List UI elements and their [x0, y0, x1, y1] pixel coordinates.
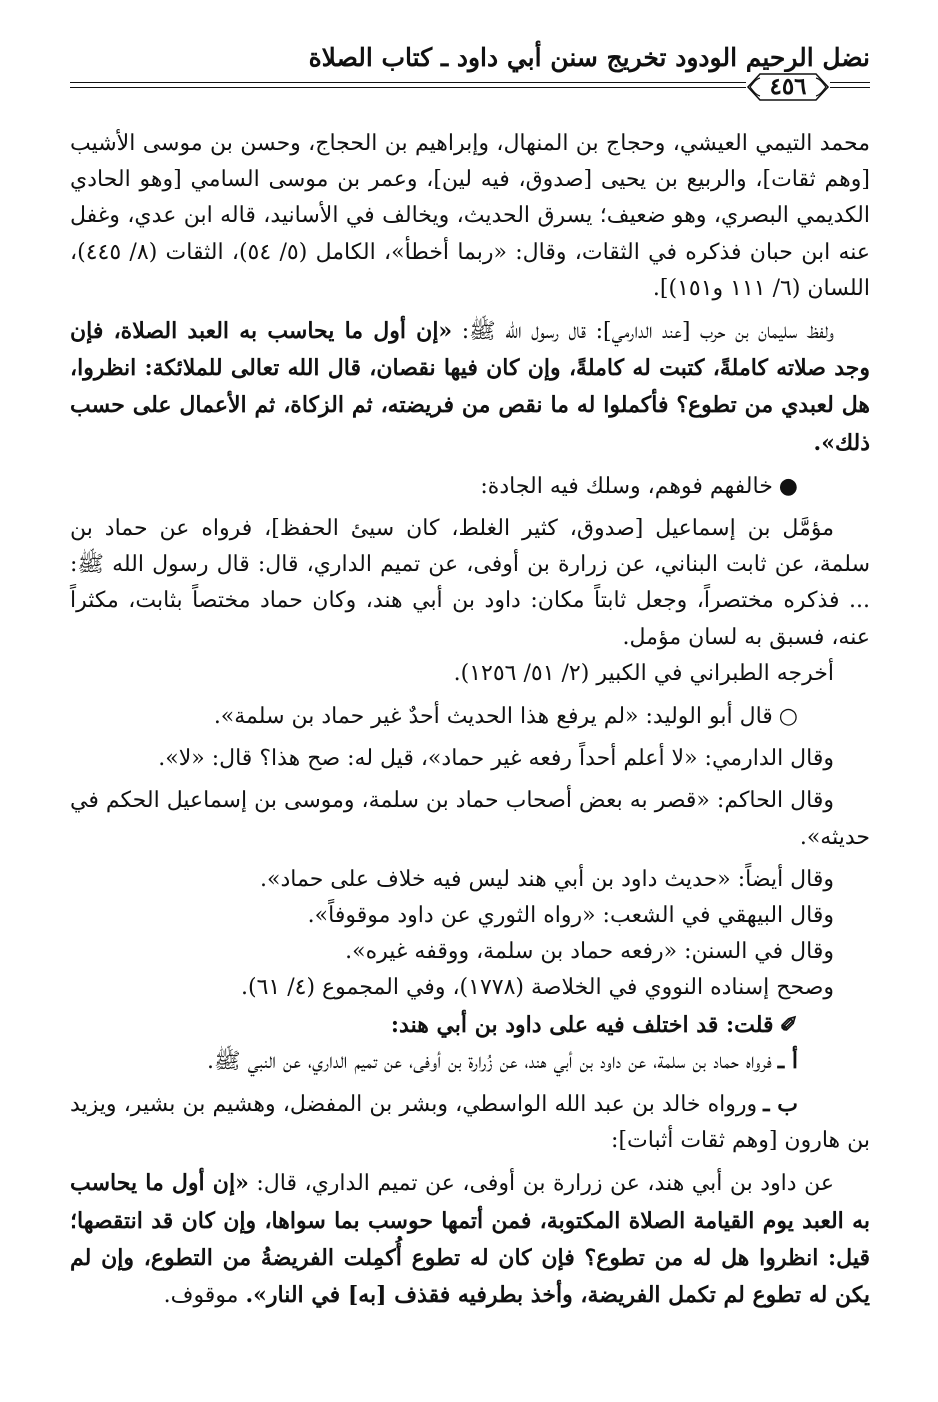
- paragraph-point-b: [70, 1086, 870, 1159]
- paragraph-mawquf: [70, 1165, 870, 1314]
- paragraph-abu-alwalid: [70, 698, 870, 735]
- paragraph-tabarani: أخرجه الطبراني في الكبير (٢/ ٥١/ ١٢٥٦).: [453, 660, 834, 686]
- page-number: ٤٥٦: [769, 73, 807, 100]
- mawquf-hadith-text: «إن أول ما يحاسب به العبد يوم القيامة الصلاة المكتوبة، فمن أتمها حوسب بما سواها، وإن كان قد انتقصها؛ قيل: انظروا هل له من تطوع؟ فإن كان له تطوع أُكمِلت الفريضةُ من التطوع، وإن لم يكن له تطوع لم تكمل الفريضة، وأخذ بطرفيه فقذف [به] في النار».: [70, 1170, 870, 1309]
- paragraph-point-a: [70, 1043, 870, 1080]
- running-title: نضل الرحيم الودود تخريج سنن أبي داود ـ كتاب الصلاة: [308, 43, 870, 72]
- paragraph-darimi-wording: [70, 313, 870, 462]
- wording-intro: ولفظ سليمان بن حرب [عند الدارمي]: قال رسول الله ﷺ:: [452, 319, 834, 345]
- point-b-text: ورواه خالد بن عبد الله الواسطي، وبشر بن المفضل، وهشيم بن بشير، ويزيد بن هارون [وهم ثقات أثبات]:: [70, 1092, 870, 1154]
- author-note-text: قلت: قد اختلف فيه على داود بن أبي هند:: [390, 1011, 774, 1038]
- paragraph-hakim: وقال الحاكم: «قصر به بعض أصحاب حماد بن سلمة، وموسى بن إسماعيل الحكم في حديثه».: [70, 788, 870, 850]
- paragraph-bayhaqi-shuab: وقال البيهقي في الشعب: «رواه الثوري عن داود موقوفاً».: [307, 903, 834, 929]
- paragraph-muammal: مؤمَّل بن إسماعيل [صدوق، كثير الغلط، كان سيئ الحفظ]، فرواه عن حماد بن سلمة، عن ثابت البناني، عن زرارة بن أوفى، عن تميم الداري، قال: قال رسول الله ﷺ: ... فذكره مختصراً، وجعل ثابتاً مكان: داود بن أبي هند، وكان حماد مختصاً بثابت، مكثراً عنه، فسبق به لسان مؤمل.: [70, 516, 870, 650]
- pen-marker-icon: ✐: [779, 1011, 798, 1038]
- paragraph-darimi: وقال الدارمي: «لا أعلم أحداً رفعه غير حماد»، قيل له: صح هذا؟ قال: «لا».: [158, 746, 834, 772]
- point-a-text: فرواه حماد بن سلمة، عن داود بن أبي هند، عن زُرارة بن أوفى، عن تميم الداري، عن النبي ﷺ.: [207, 1048, 772, 1074]
- point-a-label: أ ـ: [777, 1047, 798, 1074]
- point-b-label: ب ـ: [763, 1091, 798, 1118]
- book-page: [70, 0, 870, 1402]
- main-text: [70, 126, 870, 1314]
- circle-marker-icon: ○: [778, 703, 798, 730]
- paragraph-narrators: محمد التيمي العيشي، وحجاج بن المنهال، وإبراهيم بن الحجاج، وحسن بن موسى الأشيب [وهم ثقات]، والربيع بن يحيى [صدوق، فيه لين]، وعمر بن موسى السامي [وهو الحادي الكديمي البصري، وهو ضعيف؛ يسرق الحديث، ويخالف في الأسانيد، قاله ابن عدي، وغفل عنه ابن حبان فذكره في الثقات، وقال: «ربما أخطأ»، الكامل (٥/ ٥٤)، الثقات (٨/ ٤٤٥)، اللسان (٦/ ١١١ و١٥١)].: [70, 131, 871, 301]
- hadith-text: «إن أول ما يحاسب به العبد الصلاة، فإن وجد صلاته كاملةً، كتبت له كاملةً، وإن كان فيها نقصان، قال الله تعالى للملائكة: انظروا، هل لعبدي من تطوع؟ فأكملوا له ما نقص من فريضته، ثم الزكاة، ثم الأعمال على حسب ذلك».: [70, 318, 870, 456]
- paragraph-opposition: [70, 468, 870, 505]
- mawquf-intro: عن داود بن أبي هند، عن زرارة بن أوفى، عن تميم الداري، قال:: [248, 1171, 834, 1197]
- mawquf-verdict: موقوف.: [163, 1283, 246, 1309]
- paragraph-hakim-also: وقال أيضاً: «حديث داود بن أبي هند ليس فيه خلاف على حماد».: [260, 866, 834, 892]
- abu-alwalid-text: قال أبو الوليد: «لم يرفع هذا الحديث أحدٌ غير حماد بن سلمة».: [213, 704, 773, 730]
- paragraph-bayhaqi-sunan: وقال في السنن: «رفعه حماد بن سلمة، ووقفه غيره».: [345, 939, 834, 965]
- page-header: [70, 40, 870, 110]
- paragraph-nawawi: وصحح إسناده النووي في الخلاصة (١٧٧٨)، وفي المجموع (٤/ ٦١).: [241, 975, 834, 1001]
- opposition-text: خالفهم فوهم، وسلك فيه الجادة:: [480, 473, 773, 499]
- paragraph-author-note: [70, 1007, 870, 1043]
- bullet-marker-icon: ●: [778, 472, 798, 499]
- page-number-badge: [746, 72, 830, 102]
